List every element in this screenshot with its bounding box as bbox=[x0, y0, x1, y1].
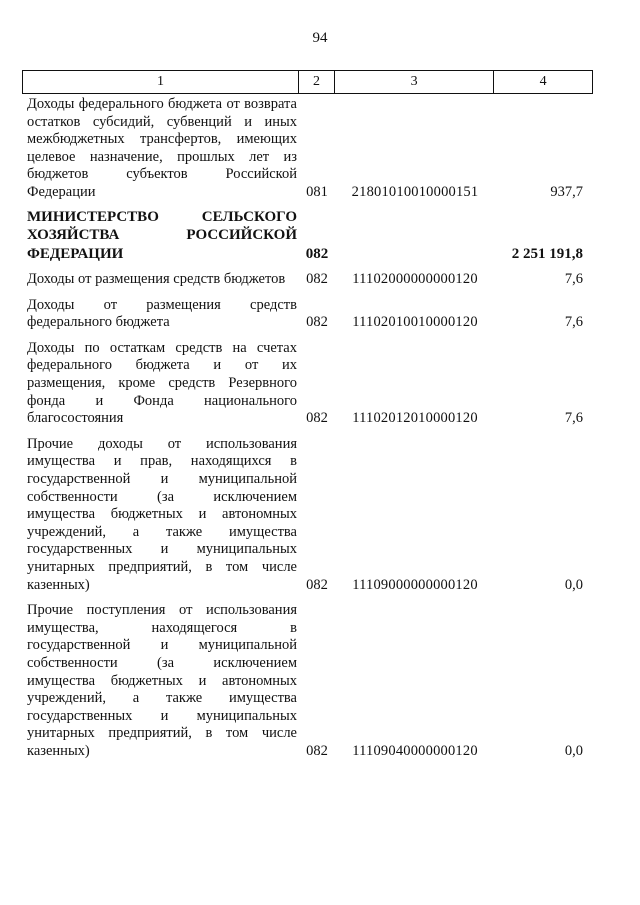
ministry-name: МИНИСТЕРСТВО СЕЛЬСКОГО ХОЗЯЙСТВА РОССИЙСКОЙ ФЕДЕРАЦИИ bbox=[27, 208, 297, 262]
row-amount: 7,6 bbox=[564, 314, 583, 331]
table-row bbox=[22, 436, 593, 594]
table-row bbox=[22, 297, 593, 332]
table-row bbox=[22, 271, 593, 289]
row-admin-code: 081 bbox=[306, 183, 328, 200]
row-amount: 7,6 bbox=[564, 410, 583, 427]
row-amount: 937,7 bbox=[550, 183, 583, 200]
ministry-total-amount: 2 251 191,8 bbox=[511, 245, 583, 262]
column-header-3: 3 bbox=[335, 71, 494, 93]
table-header-row bbox=[22, 70, 593, 94]
row-admin-code: 082 bbox=[306, 742, 328, 759]
row-description: Доходы от размещения средств бюджетов bbox=[27, 271, 286, 288]
ministry-row bbox=[22, 208, 593, 264]
table-body bbox=[22, 96, 593, 769]
table-row bbox=[22, 602, 593, 760]
column-header-2: 2 bbox=[299, 71, 335, 93]
row-description: Прочие доходы от использования имущества и прав, находящихся в государственной и муниципальной собственности (за исключением имущества бюджетных и автономных учреждений, а также имущества государственных и муниципальных унитарных предприятий, в том числе казенных) bbox=[27, 435, 297, 593]
page-number: 94 bbox=[312, 30, 328, 46]
row-kbk-code: 11109040000000120 bbox=[352, 742, 478, 759]
row-description: Доходы от размещения средств федерального бюджета bbox=[27, 296, 297, 331]
table-row bbox=[22, 96, 593, 202]
row-description: Доходы федерального бюджета от возврата остатков субсидий, субвенций и иных межбюджетных трансфертов, имеющих целевое назначение, прошлых лет из бюджетов субъектов Российской Федерации bbox=[27, 96, 297, 200]
column-header-1: 1 bbox=[23, 71, 299, 93]
ministry-code: 082 bbox=[305, 245, 329, 262]
column-header-4: 4 bbox=[539, 74, 547, 89]
row-admin-code: 082 bbox=[306, 271, 328, 288]
row-kbk-code: 11109000000000120 bbox=[352, 576, 478, 593]
row-kbk-code: 11102000000000120 bbox=[352, 271, 478, 288]
row-amount: 0,0 bbox=[564, 576, 583, 593]
table-row bbox=[22, 340, 593, 428]
row-admin-code: 082 bbox=[306, 576, 328, 593]
row-description: Доходы по остаткам средств на счетах федерального бюджета и от их размещения, кроме средств Резервного фонда и Фонда национального благосостояния bbox=[27, 339, 297, 427]
row-admin-code: 082 bbox=[306, 410, 328, 427]
row-admin-code: 082 bbox=[306, 314, 328, 331]
row-kbk-code: 21801010010000151 bbox=[351, 183, 479, 200]
row-kbk-code: 11102010010000120 bbox=[352, 314, 478, 331]
row-kbk-code: 11102012010000120 bbox=[352, 410, 478, 427]
row-description: Прочие поступления от использования имущества, находящегося в государственной и муниципальной собственности (за исключением имущества бюджетных и автономных учреждений, а также имущества государственных и муниципальных унитарных предприятий, в том числе казенных) bbox=[27, 602, 297, 759]
row-amount: 0,0 bbox=[564, 742, 583, 759]
row-amount: 7,6 bbox=[564, 271, 583, 288]
